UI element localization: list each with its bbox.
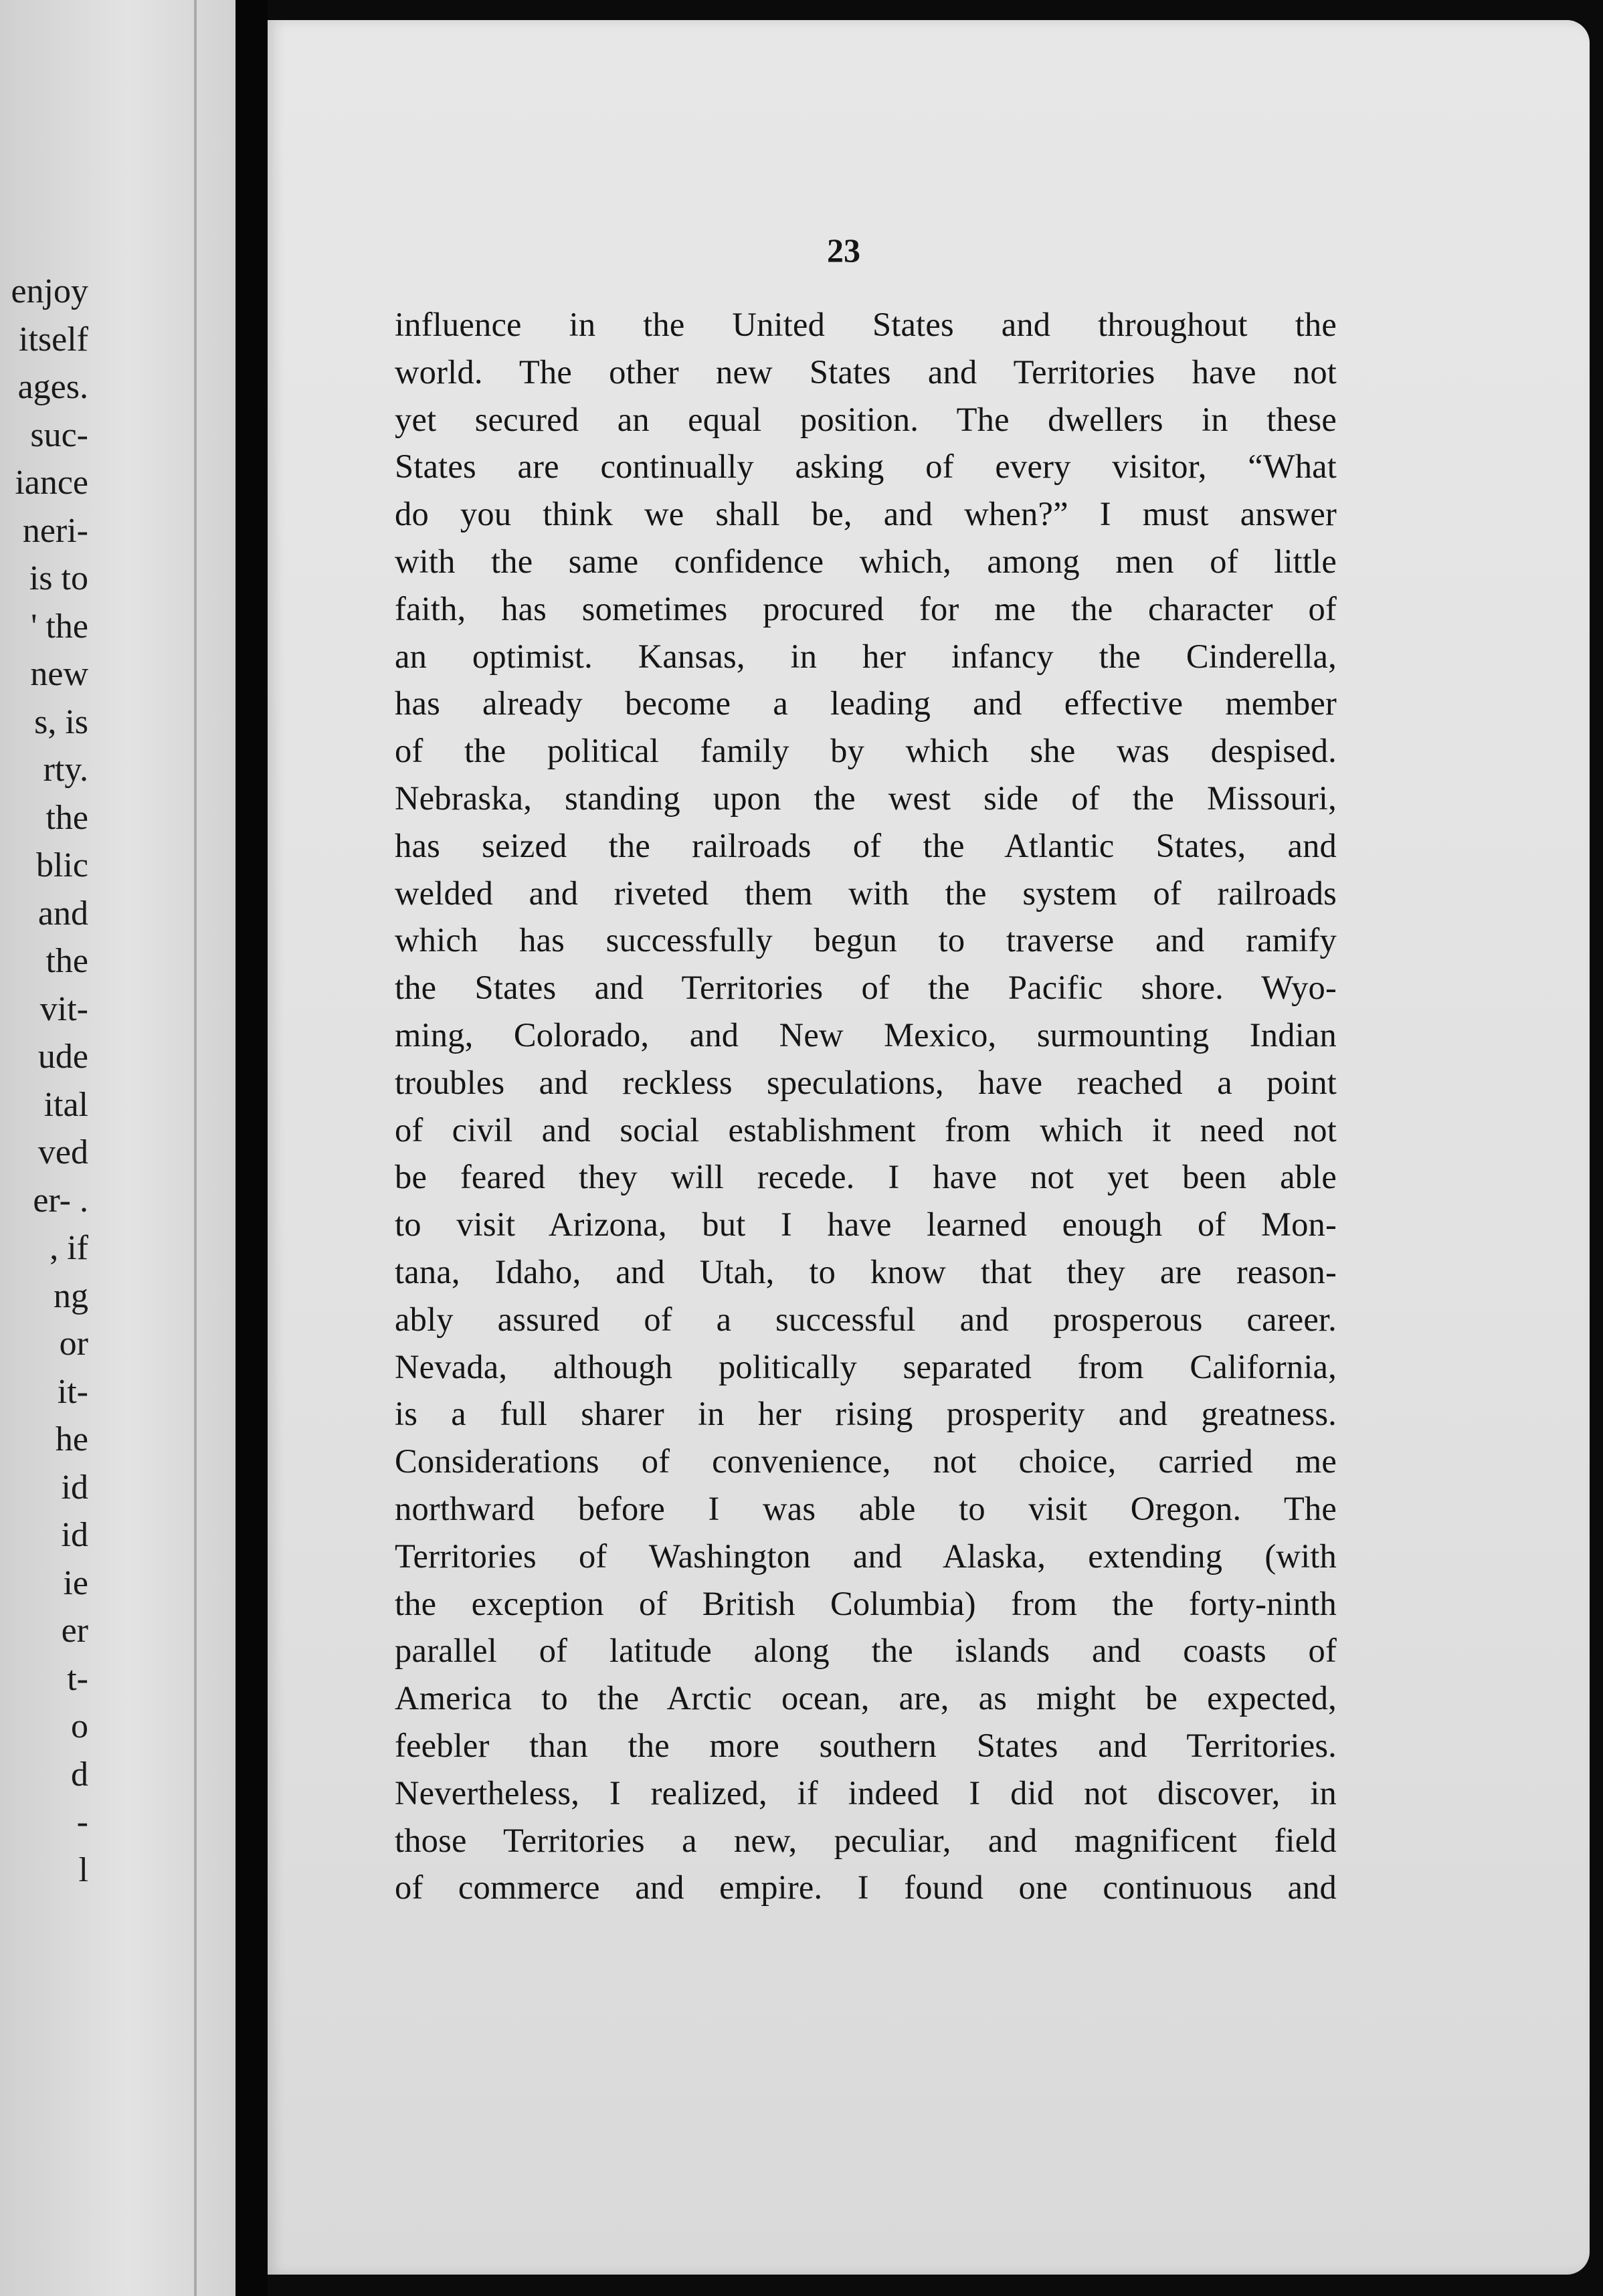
text-line: Nebraska, standing upon the west side of the Missouri, [395,779,1337,817]
text-line: ably assured of a successful and prosperous career. [395,1300,1337,1338]
facing-page-line-fragment: itself [19,320,88,359]
text-line: Territories of Washington and Alaska, extending (with [395,1537,1337,1575]
text-line: the exception of British Columbia) from the forty-ninth [395,1584,1337,1622]
facing-page-line-fragment: suc- [30,415,88,454]
text-line: the States and Territories of the Pacific shore. Wyo- [395,969,1337,1007]
facing-page-line-fragment: neri- [22,511,88,550]
facing-page-line-fragment: , if [50,1229,88,1267]
facing-page-line-fragment: s, is [34,702,88,741]
facing-page-line-fragment: ie [63,1563,88,1602]
text-line: troubles and reckless speculations, have reached a point [395,1063,1337,1101]
facing-page-line-fragment: new [30,655,88,693]
text-line: northward before I was able to visit Oregon. The [395,1489,1337,1527]
facing-page-line-fragment: - [76,1803,88,1841]
facing-page-line-fragment: er [61,1612,88,1650]
text-line: welded and riveted them with the system of railroads [395,874,1337,912]
facing-page-line-fragment: id [61,1468,88,1507]
text-line: faith, has sometimes procured for me the character of [395,589,1337,628]
text-line: is a full sharer in her rising prosperity and greatness. [395,1395,1337,1433]
facing-page-line-fragment: the [45,942,88,980]
text-line: be feared they will recede. I have not yet been able [395,1158,1337,1196]
book-gutter [235,0,268,2296]
facing-page-line-fragment: o [71,1707,88,1745]
text-line: influence in the United States and throughout the [395,306,1337,343]
facing-page-line-fragment: and [37,894,88,933]
facing-page-line-fragment: vit- [39,989,88,1028]
text-line: has already become a leading and effective member [395,684,1337,723]
facing-page-line-fragment: it- [57,1372,88,1411]
facing-page-line-fragment: ude [37,1038,88,1076]
facing-page-line-fragment: t- [67,1659,88,1698]
text-line: of commerce and empire. I found one continuous and [395,1869,1337,1907]
text-line: Nevertheless, I realized, if indeed I did not discover, in [395,1774,1337,1812]
text-line: yet secured an equal position. The dwellers in these [395,400,1337,438]
facing-page-line-fragment: or [59,1325,88,1363]
facing-page-fragment [0,0,235,2296]
text-line: ming, Colorado, and New Mexico, surmounting Indian [395,1016,1337,1054]
text-line: parallel of latitude along the islands and coasts of [395,1632,1337,1670]
text-line: Nevada, although politically separated from California, [395,1347,1337,1385]
facing-page-line-fragment: ages. [17,368,88,406]
facing-page-line-fragment: blic [36,846,88,884]
text-line: Considerations of convenience, not choice, carried me [395,1442,1337,1480]
facing-page-line-fragment: l [78,1850,88,1889]
body-text [395,301,1337,1911]
facing-page-line-fragment: ital [43,1085,88,1124]
facing-page-line-fragment: er- . [33,1181,88,1220]
text-line: tana, Idaho, and Utah, to know that they are reason- [395,1252,1337,1290]
text-line: America to the Arctic ocean, are, as might be expected, [395,1679,1337,1717]
text-line: which has successfully begun to traverse and ramify [395,921,1337,959]
page-number: 23 [827,231,860,269]
text-line: an optimist. Kansas, in her infancy the Cinderella, [395,637,1337,675]
facing-page-line-fragment: id [61,1516,88,1554]
facing-page-line-fragment: ng [54,1276,88,1315]
facing-page-line-fragment: enjoy [11,272,88,310]
facing-page-line-fragment: rty. [43,751,88,789]
text-line: world. The other new States and Territories have not [395,353,1337,391]
text-line: those Territories a new, peculiar, and magnificent field [395,1821,1337,1859]
facing-page-line-fragment: is to [29,559,88,597]
facing-page-line-fragment: iance [15,464,88,502]
facing-page-line-fragment: he [55,1420,88,1458]
text-line: States are continually asking of every visitor, “What [395,448,1337,486]
text-line: feebler than the more southern States and Territories. [395,1726,1337,1764]
text-line: with the same confidence which, among men of little [395,542,1337,580]
text-line: do you think we shall be, and when?” I must answer [395,495,1337,533]
text-line: of the political family by which she was despised. [395,732,1337,770]
facing-page-line-fragment: d [71,1755,88,1794]
text-line: has seized the railroads of the Atlantic States, and [395,826,1337,864]
text-line: to visit Arizona, but I have learned enough of Mon- [395,1206,1337,1244]
facing-page-line-fragment: the [45,798,88,837]
facing-page-line-fragment: ' the [31,607,88,646]
page-edge [194,0,197,2296]
text-line: of civil and social establishment from which it need not [395,1111,1337,1149]
facing-page-line-fragment: ved [37,1133,88,1171]
